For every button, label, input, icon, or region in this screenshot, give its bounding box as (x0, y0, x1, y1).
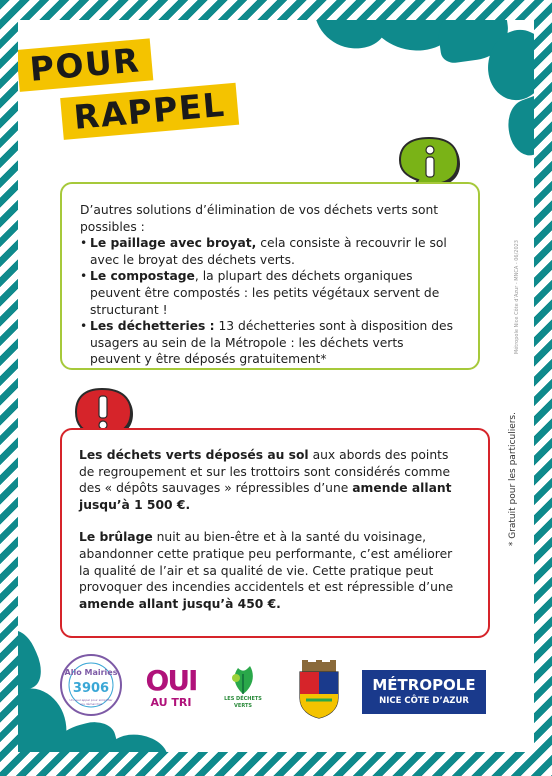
info-bullet-dechetteries: • Les déchetteries : 13 déchetteries sont à disposition des usagers au sein de la Métropole : les déchets verts peuvent y être déposés gratuitement* (80, 319, 453, 367)
info-intro: D’autres solutions d’élimination de vos déchets verts sont possibles : (80, 203, 439, 234)
info-bullet-paillage: • Le paillage avec broyat, cela consiste à recouvrir le sol avec le broyat des déchets verts. (80, 236, 447, 267)
warning-paragraph-depots: Les déchets verts déposés au sol aux abords des points de regroupement et sur les trottoirs sont considérés comme des « dépôts sauvages » répressibles d’une amende allant jusqu’à 1 500 €. (79, 448, 452, 512)
info-box (60, 182, 480, 370)
info-bullet-compostage: • Le compostage, la plupart des déchets organiques peuvent être compostés : les petits végétaux servent de structurant ! (80, 269, 440, 317)
document-page (18, 20, 534, 752)
allo-ring-text: Un seul appel pour simplifier vos démarches (69, 698, 113, 706)
allo-number: 3906 (72, 681, 110, 696)
leaf-logo-icon (228, 664, 258, 696)
warning-box (60, 428, 490, 638)
title-line-1: POUR (18, 38, 154, 92)
dechets-verts-logo (218, 664, 268, 720)
oui-sub: AU TRI (150, 696, 192, 709)
oui-word: OUI (145, 664, 197, 697)
metropole-line-2: NICE CÔTE D’AZUR (379, 696, 469, 706)
allo-top-text: Allo Mairies (64, 668, 118, 677)
allo-mairies-logo (58, 652, 124, 718)
footnote-gratuit: * Gratuit pour les particuliers. (508, 412, 518, 547)
oui-au-tri-logo (142, 666, 200, 716)
metropole-logo (362, 670, 486, 714)
nice-coat-of-arms-logo (294, 660, 344, 720)
dechets-line-1: LES DÉCHETS (224, 696, 262, 702)
warning-paragraph-brulage: Le brûlage nuit au bien-être et à la santé du voisinage, abandonner cette pratique peu performante, c’est améliorer la qualité de l’air et sa qualité de vie. Cette pratique peut provoquer des incendies accidentels et est répressible d’une amende allant jusqu’à 450 €. (79, 530, 454, 611)
credit-line: Métropole Nice Côte d’Azur - MNCA - 06/2023 (514, 240, 520, 355)
dechets-line-2: VERTS (234, 703, 252, 709)
title-line-2: RAPPEL (60, 83, 239, 140)
metropole-line-1: MÉTROPOLE (372, 676, 476, 694)
